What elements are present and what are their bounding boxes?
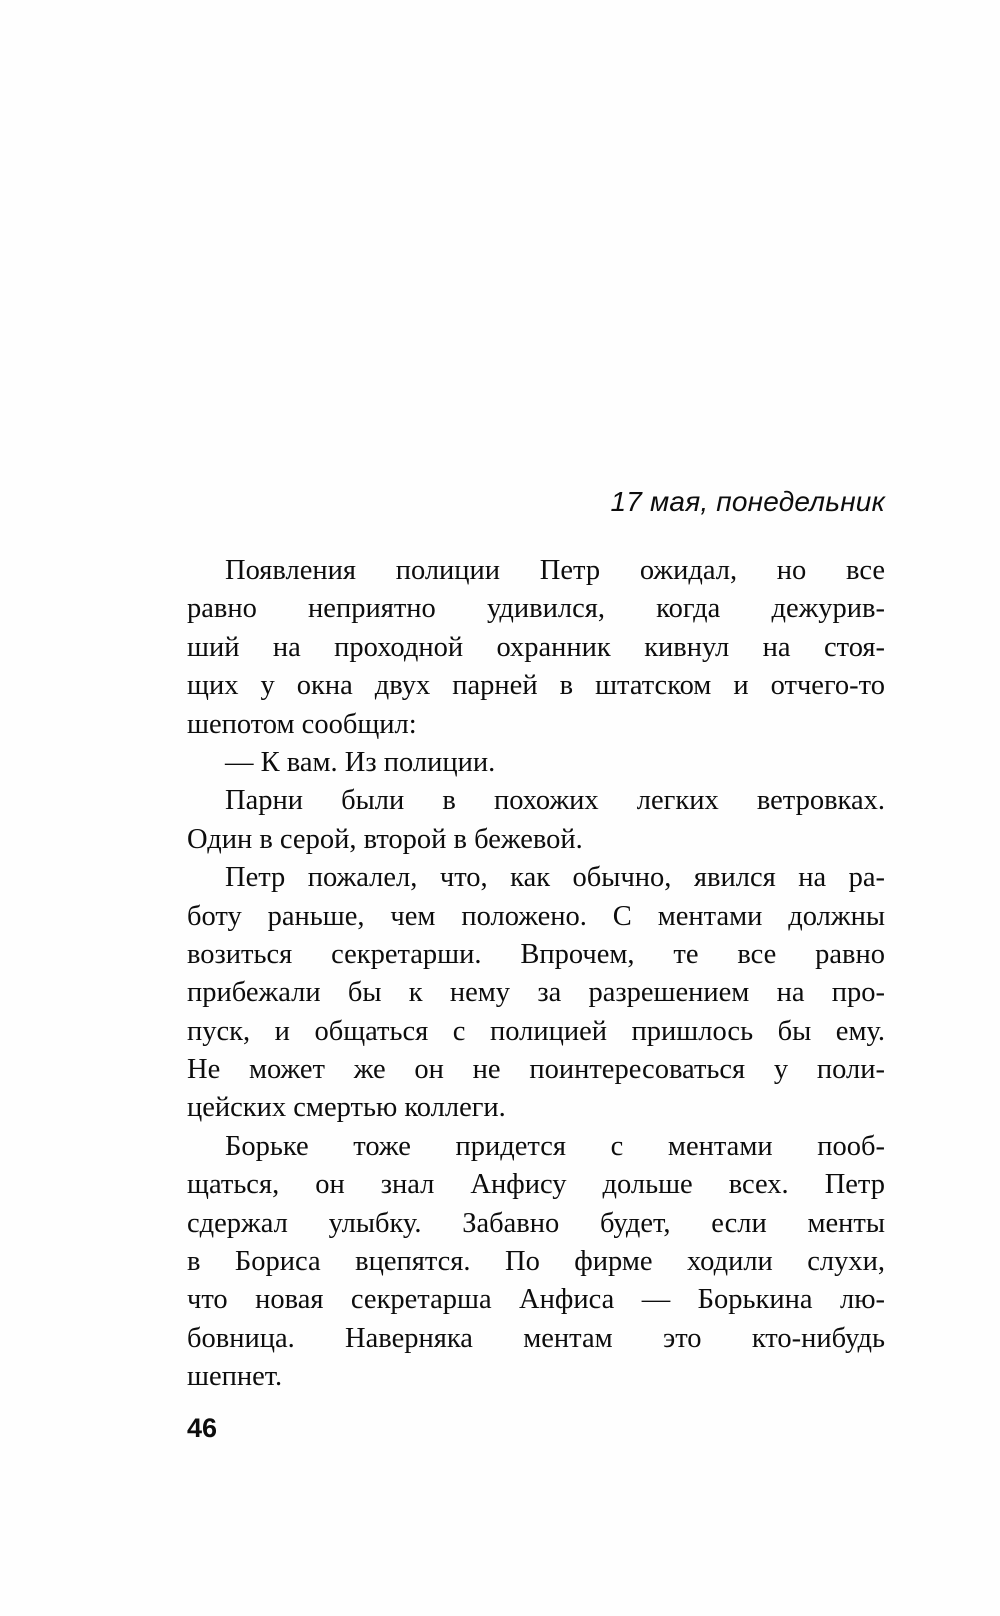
text-line: бовница. Наверняка ментам это кто-нибудь [187,1322,885,1354]
text-line: шепотом сообщил: [187,708,417,740]
text-line: в Бориса вцепятся. По фирме ходили слухи, [187,1246,885,1278]
paragraph [187,782,885,859]
text-line: Не может же он не поинтересоваться у поли- [187,1054,885,1086]
text-line: пуск, и общаться с полицией пришлось бы ему. [187,1015,885,1047]
text-line: сдержал улыбку. Забавно будет, если менты [187,1207,885,1239]
text-line: щих у окна двух парней в штатском и отчего-то [187,670,885,702]
text-line: — К вам. Из полиции. [225,746,496,778]
text-line: возиться секретарши. Впрочем, те все равно [187,938,885,970]
paragraph [187,859,885,1128]
page-number: 46 [187,1413,218,1443]
text-line: Появления полиции Петр ожидал, но все [225,555,885,586]
text-line: Парни были в похожих легких ветровках. [225,785,885,817]
text-line: ший на проходной охранник кивнул на стоя- [187,631,885,663]
text-line: шепнет. [187,1361,283,1393]
text-line: щаться, он знал Анфису дольше всех. Петр [187,1169,885,1201]
paragraph [187,1128,885,1397]
text-line: равно неприятно удивился, когда дежурив- [187,593,885,625]
body-text [187,552,885,1397]
text-line: Петр пожалел, что, как обычно, явился на ра- [225,862,885,894]
text-line: боту раньше, чем положено. С ментами должны [187,900,885,932]
text-line: прибежали бы к нему за разрешением на про- [187,977,885,1009]
text-line: цейских смертью коллеги. [187,1092,506,1124]
text-line: что новая секретарша Анфиса — Борькина лю- [187,1284,885,1316]
paragraph [187,744,885,782]
text-line: Борьке тоже придется с ментами пооб- [225,1130,885,1162]
chapter-date-heading: 17 мая, понедельник [610,486,885,517]
paragraph [187,552,885,744]
text-line: Один в серой, второй в бежевой. [187,823,583,855]
